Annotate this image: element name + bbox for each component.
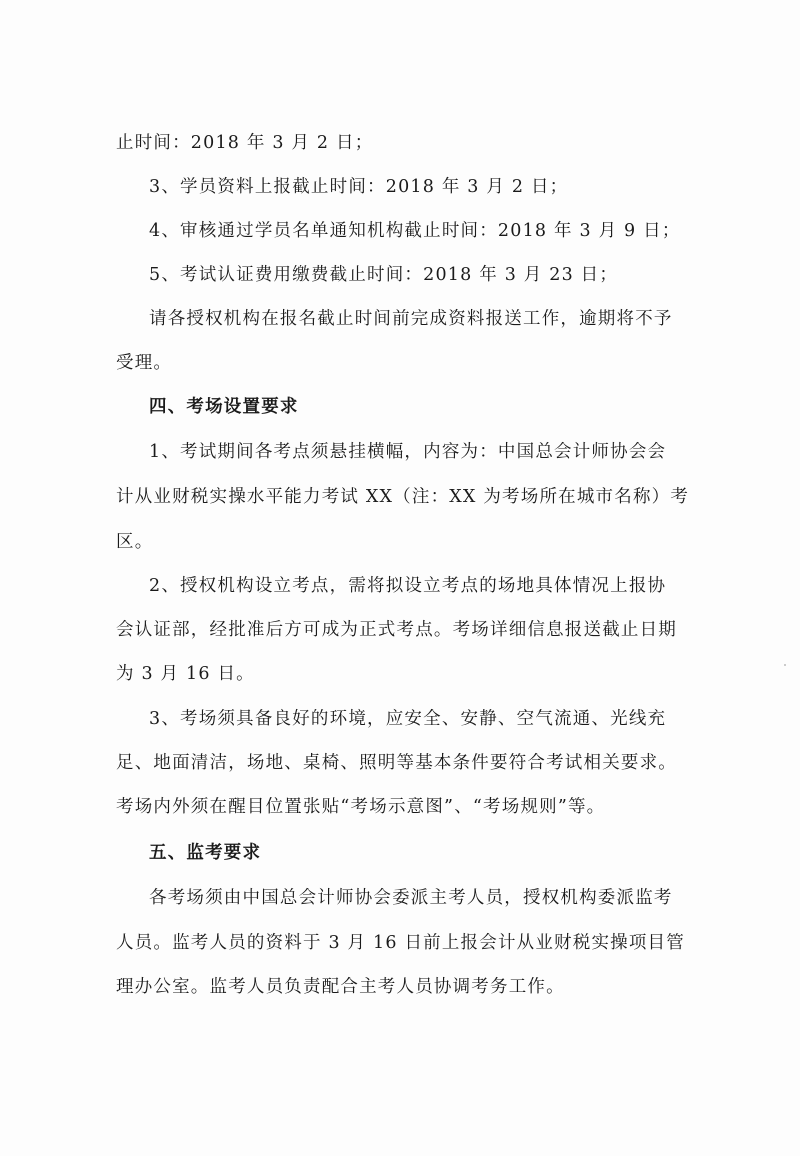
deadline-item-4: 4、审核通过学员名单通知机构截止时间：2018 年 3 月 9 日； — [149, 221, 681, 241]
deadline-item-5: 5、考试认证费用缴费截止时间：2018 年 3 月 23 日； — [149, 265, 619, 285]
venue-item-3-line-1: 3、考场须具备良好的环境，应安全、安静、空气流通、光线充 — [149, 709, 667, 729]
venue-item-1-line-2: 计从业财税实操水平能力考试 XX（注：XX 为考场所在城市名称）考 — [116, 487, 690, 507]
section-heading-exam-venue: 四、考场设置要求 — [149, 397, 299, 417]
section-heading-invigilation: 五、监考要求 — [149, 843, 262, 863]
deadline-item-3: 3、学员资料上报截止时间：2018 年 3 月 2 日； — [149, 177, 569, 197]
venue-item-2-line-2: 会认证部，经批准后方可成为正式考点。考场详细信息报送截止日期 — [116, 620, 677, 640]
invigilation-line-1: 各考场须由中国总会计师协会委派主考人员，授权机构委派监考 — [149, 888, 673, 908]
venue-item-3-line-3: 考场内外须在醒目位置张贴“考场示意图”、“考场规则”等。 — [116, 797, 606, 817]
venue-item-2-line-3: 为 3 月 16 日。 — [116, 664, 255, 684]
venue-item-1-line-3: 区。 — [116, 532, 154, 552]
scan-speck — [784, 664, 786, 666]
venue-item-2-line-1: 2、授权机构设立考点，需将拟设立考点的场地具体情况上报协 — [149, 576, 667, 596]
deadline-line-continued: 止时间：2018 年 3 月 2 日； — [116, 133, 374, 153]
submission-notice-line-2: 受理。 — [116, 353, 173, 373]
invigilation-line-3: 理办公室。监考人员负责配合主考人员协调考务工作。 — [116, 977, 565, 997]
venue-item-3-line-2: 足、地面清洁，场地、桌椅、照明等基本条件要符合考试相关要求。 — [116, 753, 677, 773]
invigilation-line-2: 人员。监考人员的资料于 3 月 16 日前上报会计从业财税实操项目管 — [116, 933, 685, 953]
submission-notice-line-1: 请各授权机构在报名截止时间前完成资料报送工作，逾期将不予 — [149, 309, 673, 329]
venue-item-1-line-1: 1、考试期间各考点须悬挂横幅，内容为：中国总会计师协会会 — [149, 442, 667, 462]
